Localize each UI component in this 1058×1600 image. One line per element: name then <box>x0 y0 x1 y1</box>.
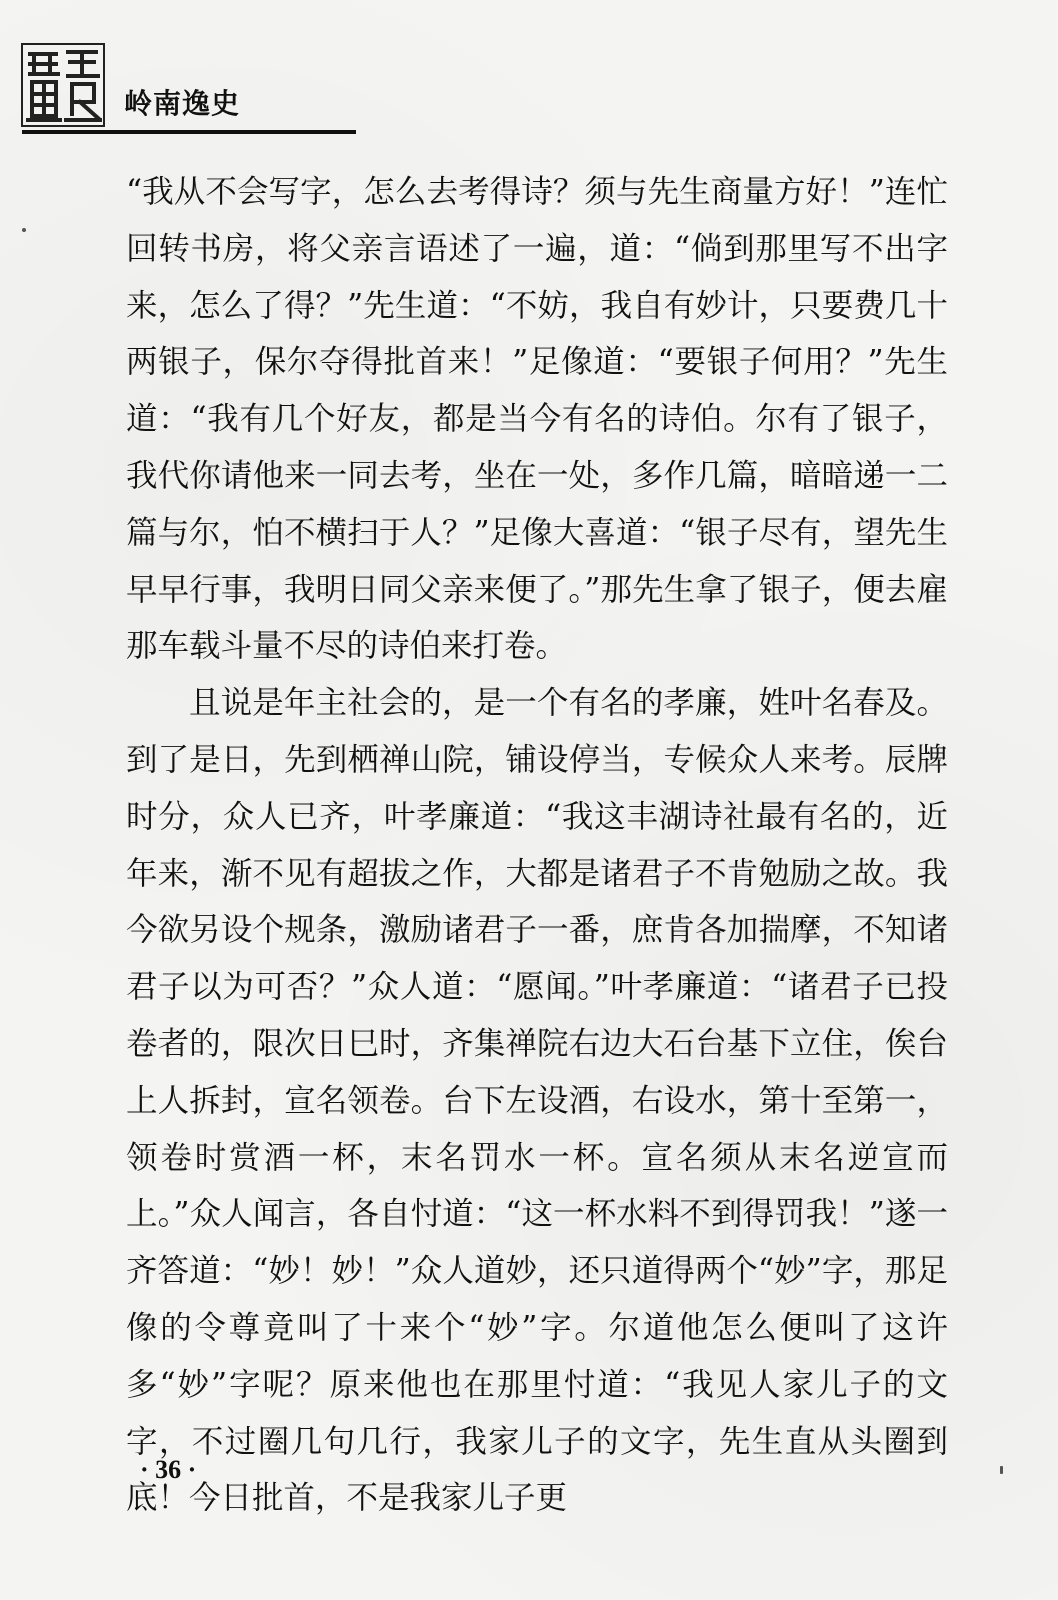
body-text <box>126 164 948 1527</box>
header-divider <box>22 130 356 134</box>
paragraph-1: “我从不会写字，怎么去考得诗？须与先生商量方好！”连忙回转书房，将父亲言语述了一遍，道：“倘到那里写不出字来，怎么了得？”先生道：“不妨，我自有妙计，只要费几十两银子，保尔夺得批首来！”足像道：“要银子何用？”先生道：“我有几个好友，都是当今有名的诗伯。尔有了银子，我代你请他来一同去考，坐在一处，多作几篇，暗暗递一二篇与尔，怕不横扫于人？”足像大喜道：“银子尽有，望先生早早行事，我明日同父亲来便了。”那先生拿了银子，便去雇那车载斗量不尽的诗伯来打卷。 <box>126 174 948 665</box>
scan-speck <box>1000 1466 1003 1474</box>
paragraph-2: 且说是年主社会的，是一个有名的孝廉，姓叶名春及。到了是日，先到栖禅山院，铺设停当，专候众人来考。辰牌时分，众人已齐，叶孝廉道：“我这丰湖诗社最有名的，近年来，渐不见有超拔之作，大都是诸君子不肯勉励之故。我今欲另设个规条，激励诸君子一番，庶肯各加揣摩，不知诸君子以为可否？”众人道：“愿闻。”叶孝廉道：“诸君子已投卷者的，限次日巳时，齐集禅院右边大石台基下立住，俟台上人拆封，宣名领卷。台下左设酒，右设水，第十至第一，领卷时赏酒一杯，末名罚水一杯。宣名须从末名逆宣而上。”众人闻言，各自忖道：“这一杯水料不到得罚我！”遂一齐答道：“妙！妙！”众人道妙，还只道得两个“妙”字，那足像的令尊竟叫了十来个“妙”字。尔道他怎么便叫了这许多“妙”字呢？原来他也在那里忖道：“我见人家儿子的文字，不过圈几句几行，我家儿子的文字，先生直从头圈到底！今日批首，不是我家儿子更 <box>126 685 948 1517</box>
book-title-header: 岭南逸史 <box>124 87 241 120</box>
page-number: · 36 · <box>140 1455 197 1484</box>
seal-logo-icon <box>20 42 106 128</box>
scan-speck <box>22 228 26 232</box>
